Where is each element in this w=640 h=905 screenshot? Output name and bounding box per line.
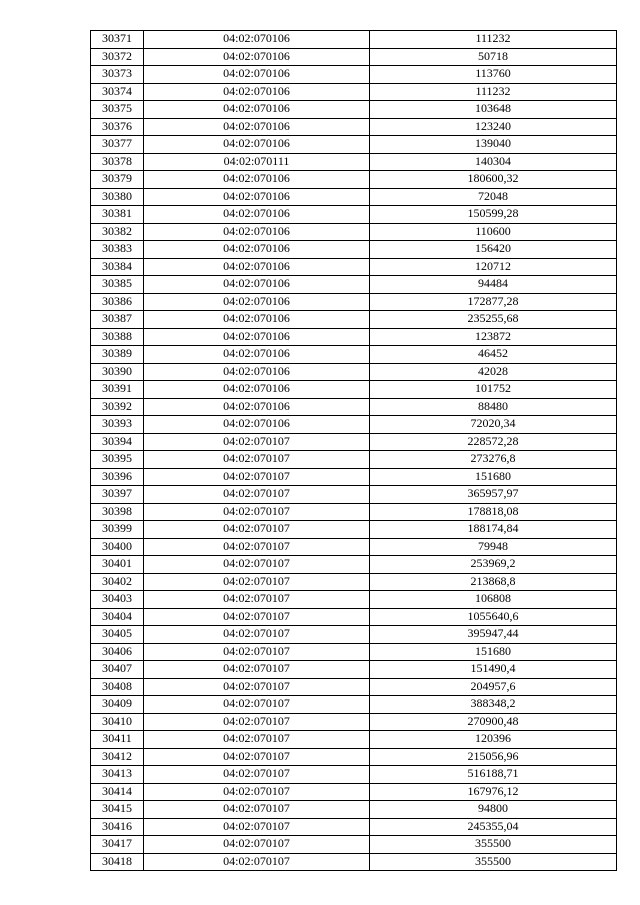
value-cell: 101752 [370,381,617,399]
table-row [91,83,617,101]
cadastral-code-cell: 04:02:070106 [144,206,370,224]
table-row [91,241,617,259]
table-row [91,766,617,784]
cadastral-code-cell: 04:02:070107 [144,836,370,854]
cadastral-code-cell: 04:02:070107 [144,661,370,679]
cadastral-code-cell: 04:02:070106 [144,188,370,206]
cadastral-code-cell: 04:02:070106 [144,101,370,119]
cadastral-code-cell: 04:02:070107 [144,433,370,451]
row-number-cell: 30412 [91,748,144,766]
table-row [91,748,617,766]
cadastral-code-cell: 04:02:070106 [144,66,370,84]
table-row [91,206,617,224]
row-number-cell: 30388 [91,328,144,346]
cadastral-code-cell: 04:02:070106 [144,136,370,154]
row-number-cell: 30399 [91,521,144,539]
value-cell: 139040 [370,136,617,154]
table-row [91,398,617,416]
cadastral-code-cell: 04:02:070107 [144,521,370,539]
table-row [91,556,617,574]
value-cell: 103648 [370,101,617,119]
row-number-cell: 30391 [91,381,144,399]
cadastral-code-cell: 04:02:070107 [144,766,370,784]
table-row [91,801,617,819]
row-number-cell: 30384 [91,258,144,276]
value-cell: 94800 [370,801,617,819]
table-row [91,573,617,591]
data-table [90,30,617,871]
table-row [91,101,617,119]
table-row [91,416,617,434]
table-row [91,346,617,364]
value-cell: 365957,97 [370,486,617,504]
row-number-cell: 30376 [91,118,144,136]
table-row [91,311,617,329]
table-row [91,381,617,399]
row-number-cell: 30394 [91,433,144,451]
table-row [91,678,617,696]
value-cell: 355500 [370,836,617,854]
table-row [91,713,617,731]
table-row [91,696,617,714]
value-cell: 106808 [370,591,617,609]
cadastral-code-cell: 04:02:070106 [144,48,370,66]
value-cell: 213868,8 [370,573,617,591]
table-row [91,643,617,661]
row-number-cell: 30386 [91,293,144,311]
table-row [91,521,617,539]
cadastral-code-cell: 04:02:070107 [144,678,370,696]
row-number-cell: 30389 [91,346,144,364]
row-number-cell: 30387 [91,311,144,329]
value-cell: 123872 [370,328,617,346]
cadastral-code-cell: 04:02:070106 [144,381,370,399]
table-row [91,258,617,276]
value-cell: 270900,48 [370,713,617,731]
value-cell: 111232 [370,31,617,49]
value-cell: 140304 [370,153,617,171]
table-row [91,538,617,556]
row-number-cell: 30398 [91,503,144,521]
cadastral-code-cell: 04:02:070106 [144,363,370,381]
value-cell: 42028 [370,363,617,381]
cadastral-code-cell: 04:02:070107 [144,818,370,836]
table-row [91,818,617,836]
table-row [91,661,617,679]
cadastral-code-cell: 04:02:070106 [144,293,370,311]
row-number-cell: 30379 [91,171,144,189]
row-number-cell: 30378 [91,153,144,171]
cadastral-code-cell: 04:02:070107 [144,451,370,469]
value-cell: 46452 [370,346,617,364]
row-number-cell: 30396 [91,468,144,486]
cadastral-code-cell: 04:02:070107 [144,556,370,574]
cadastral-code-cell: 04:02:070106 [144,223,370,241]
table-row [91,171,617,189]
cadastral-code-cell: 04:02:070107 [144,503,370,521]
cadastral-code-cell: 04:02:070106 [144,83,370,101]
value-cell: 215056,96 [370,748,617,766]
row-number-cell: 30392 [91,398,144,416]
row-number-cell: 30374 [91,83,144,101]
cadastral-code-cell: 04:02:070106 [144,276,370,294]
cadastral-code-cell: 04:02:070107 [144,801,370,819]
value-cell: 180600,32 [370,171,617,189]
value-cell: 228572,28 [370,433,617,451]
value-cell: 123240 [370,118,617,136]
value-cell: 167976,12 [370,783,617,801]
row-number-cell: 30418 [91,853,144,871]
cadastral-code-cell: 04:02:070106 [144,171,370,189]
cadastral-code-cell: 04:02:070106 [144,398,370,416]
value-cell: 156420 [370,241,617,259]
data-table-body [91,31,617,871]
table-row [91,853,617,871]
table-row [91,486,617,504]
value-cell: 388348,2 [370,696,617,714]
row-number-cell: 30414 [91,783,144,801]
table-row [91,591,617,609]
row-number-cell: 30402 [91,573,144,591]
table-row [91,468,617,486]
table-row [91,451,617,469]
row-number-cell: 30400 [91,538,144,556]
row-number-cell: 30377 [91,136,144,154]
row-number-cell: 30417 [91,836,144,854]
value-cell: 355500 [370,853,617,871]
row-number-cell: 30411 [91,731,144,749]
cadastral-code-cell: 04:02:070107 [144,783,370,801]
row-number-cell: 30407 [91,661,144,679]
row-number-cell: 30409 [91,696,144,714]
value-cell: 188174,84 [370,521,617,539]
row-number-cell: 30380 [91,188,144,206]
row-number-cell: 30403 [91,591,144,609]
cadastral-code-cell: 04:02:070107 [144,713,370,731]
row-number-cell: 30385 [91,276,144,294]
row-number-cell: 30401 [91,556,144,574]
table-row [91,328,617,346]
cadastral-code-cell: 04:02:070106 [144,346,370,364]
row-number-cell: 30415 [91,801,144,819]
value-cell: 172877,28 [370,293,617,311]
row-number-cell: 30393 [91,416,144,434]
table-row [91,363,617,381]
cadastral-code-cell: 04:02:070111 [144,153,370,171]
row-number-cell: 30413 [91,766,144,784]
cadastral-code-cell: 04:02:070106 [144,241,370,259]
row-number-cell: 30372 [91,48,144,66]
cadastral-code-cell: 04:02:070107 [144,696,370,714]
cadastral-code-cell: 04:02:070107 [144,748,370,766]
table-row [91,66,617,84]
row-number-cell: 30404 [91,608,144,626]
table-row [91,136,617,154]
value-cell: 94484 [370,276,617,294]
value-cell: 245355,04 [370,818,617,836]
cadastral-code-cell: 04:02:070107 [144,731,370,749]
cadastral-code-cell: 04:02:070107 [144,608,370,626]
value-cell: 253969,2 [370,556,617,574]
table-row [91,223,617,241]
row-number-cell: 30408 [91,678,144,696]
table-row [91,31,617,49]
value-cell: 79948 [370,538,617,556]
table-row [91,433,617,451]
cadastral-code-cell: 04:02:070107 [144,468,370,486]
cadastral-code-cell: 04:02:070106 [144,311,370,329]
value-cell: 72020,34 [370,416,617,434]
row-number-cell: 30395 [91,451,144,469]
table-row [91,626,617,644]
row-number-cell: 30373 [91,66,144,84]
cadastral-code-cell: 04:02:070107 [144,573,370,591]
value-cell: 113760 [370,66,617,84]
row-number-cell: 30410 [91,713,144,731]
table-row [91,731,617,749]
table-row [91,118,617,136]
row-number-cell: 30381 [91,206,144,224]
value-cell: 111232 [370,83,617,101]
value-cell: 110600 [370,223,617,241]
value-cell: 151490,4 [370,661,617,679]
cadastral-code-cell: 04:02:070106 [144,258,370,276]
value-cell: 151680 [370,468,617,486]
cadastral-code-cell: 04:02:070106 [144,416,370,434]
value-cell: 120396 [370,731,617,749]
table-row [91,48,617,66]
table-row [91,188,617,206]
row-number-cell: 30405 [91,626,144,644]
row-number-cell: 30383 [91,241,144,259]
value-cell: 72048 [370,188,617,206]
row-number-cell: 30371 [91,31,144,49]
value-cell: 273276,8 [370,451,617,469]
row-number-cell: 30382 [91,223,144,241]
value-cell: 120712 [370,258,617,276]
cadastral-code-cell: 04:02:070107 [144,538,370,556]
cadastral-code-cell: 04:02:070107 [144,486,370,504]
value-cell: 88480 [370,398,617,416]
cadastral-code-cell: 04:02:070107 [144,626,370,644]
table-row [91,836,617,854]
row-number-cell: 30397 [91,486,144,504]
cadastral-code-cell: 04:02:070106 [144,328,370,346]
cadastral-code-cell: 04:02:070106 [144,118,370,136]
cadastral-code-cell: 04:02:070106 [144,31,370,49]
value-cell: 150599,28 [370,206,617,224]
row-number-cell: 30390 [91,363,144,381]
table-row [91,608,617,626]
table-row [91,503,617,521]
value-cell: 50718 [370,48,617,66]
cadastral-code-cell: 04:02:070107 [144,643,370,661]
value-cell: 204957,6 [370,678,617,696]
table-row [91,153,617,171]
cadastral-code-cell: 04:02:070107 [144,853,370,871]
table-row [91,276,617,294]
value-cell: 151680 [370,643,617,661]
value-cell: 1055640,6 [370,608,617,626]
row-number-cell: 30416 [91,818,144,836]
value-cell: 516188,71 [370,766,617,784]
row-number-cell: 30375 [91,101,144,119]
value-cell: 178818,08 [370,503,617,521]
table-row [91,293,617,311]
cadastral-code-cell: 04:02:070107 [144,591,370,609]
value-cell: 235255,68 [370,311,617,329]
row-number-cell: 30406 [91,643,144,661]
value-cell: 395947,44 [370,626,617,644]
table-row [91,783,617,801]
